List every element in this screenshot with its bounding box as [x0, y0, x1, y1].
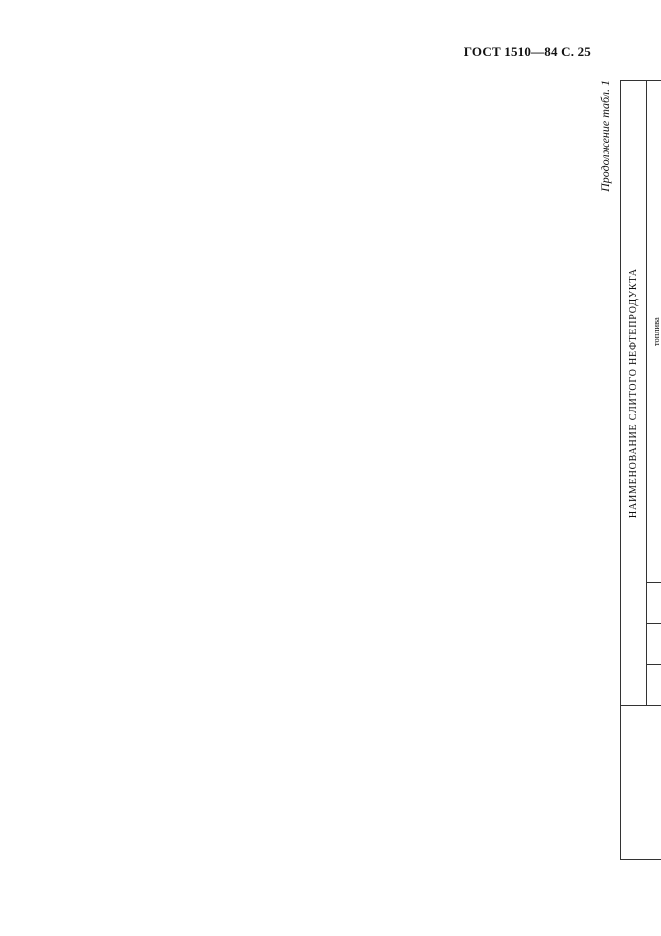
table-caption: Продолжение табл. 1	[598, 80, 612, 192]
col-header-0	[647, 665, 661, 706]
row-header-cell	[621, 706, 661, 860]
col-header-2	[647, 583, 661, 624]
page-header: ГОСТ 1510—84 С. 25	[463, 44, 591, 59]
compatibility-table	[620, 80, 661, 860]
group-header-fuel: топлива	[647, 81, 661, 583]
main-header: НАИМЕНОВАНИЕ СЛИТОГО НЕФТЕПРОДУКТА	[621, 81, 647, 706]
col-header-1	[647, 624, 661, 665]
rotated-table-container	[598, 80, 661, 860]
